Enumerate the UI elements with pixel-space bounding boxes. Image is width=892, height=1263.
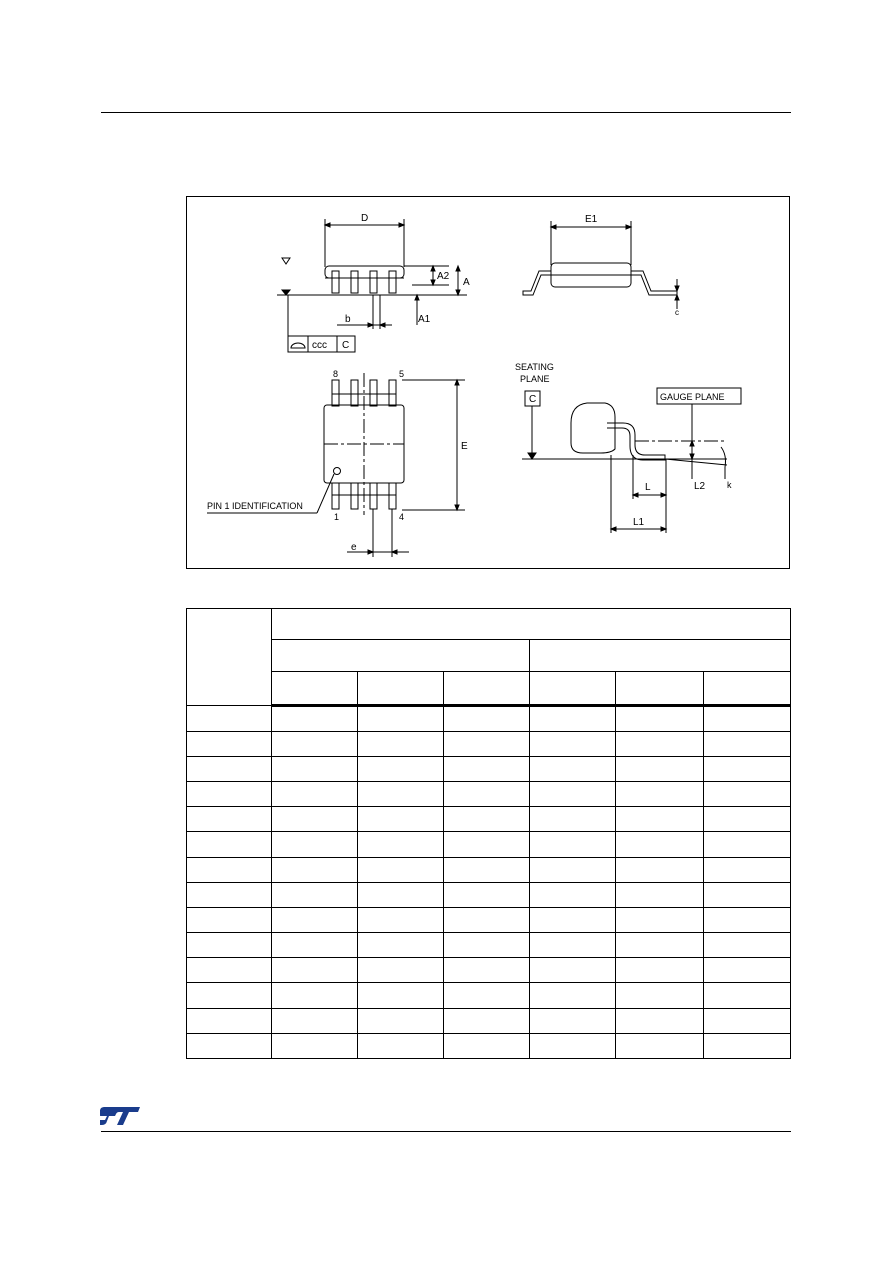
table-row xyxy=(187,882,791,907)
label-pin-5: 5 xyxy=(399,369,405,379)
label-a2: A2 xyxy=(437,271,450,282)
label-a: A xyxy=(463,277,470,288)
label-gauge-plane: GAUGE PLANE xyxy=(660,392,725,402)
label-e-pitch: e xyxy=(351,542,357,553)
table-row xyxy=(187,1033,791,1058)
label-seating-c: C xyxy=(529,394,537,405)
header-dim-cell xyxy=(187,609,272,706)
table-row xyxy=(187,756,791,781)
header-dimensions-cell xyxy=(272,609,791,640)
label-pin-4: 4 xyxy=(399,512,405,522)
table-row xyxy=(187,857,791,882)
table-row xyxy=(187,983,791,1008)
table-row xyxy=(187,705,791,731)
label-l2: L2 xyxy=(694,481,706,492)
header-min-cell xyxy=(530,672,616,705)
st-logo xyxy=(100,1105,142,1127)
label-k: k xyxy=(727,480,732,490)
table-row xyxy=(187,1008,791,1033)
side-view xyxy=(277,213,470,352)
label-pin1-id: PIN 1 IDENTIFICATION xyxy=(207,501,303,511)
label-seating-2: PLANE xyxy=(520,374,550,384)
label-l1: L1 xyxy=(633,517,645,528)
package-outline-figure xyxy=(186,196,790,569)
label-a1: A1 xyxy=(418,314,431,325)
table-row xyxy=(187,731,791,756)
end-view xyxy=(523,214,679,317)
header-rule xyxy=(101,112,791,113)
table-row xyxy=(187,807,791,832)
table-row xyxy=(187,907,791,932)
label-datum-c: C xyxy=(342,340,350,351)
lead-detail xyxy=(515,362,741,533)
label-seating-1: SEATING xyxy=(515,362,554,372)
header-inches-cell xyxy=(530,640,791,672)
table-row xyxy=(187,958,791,983)
header-min-cell xyxy=(272,672,358,705)
label-ccc: ccc xyxy=(312,340,327,351)
label-pin-8: 8 xyxy=(333,369,339,379)
package-outline-drawing xyxy=(187,197,791,570)
table-row xyxy=(187,933,791,958)
label-d: D xyxy=(361,213,369,224)
label-e1: E1 xyxy=(585,214,598,225)
top-view xyxy=(207,369,468,557)
header-max-cell xyxy=(444,672,530,705)
table-row xyxy=(187,782,791,807)
label-pin-1: 1 xyxy=(334,512,340,522)
table-row xyxy=(187,832,791,857)
label-l: L xyxy=(645,482,651,493)
label-b: b xyxy=(345,314,351,325)
label-e-big: E xyxy=(461,441,468,452)
header-mm-cell xyxy=(272,640,530,672)
label-c: c xyxy=(675,308,679,317)
footer-rule xyxy=(101,1131,791,1132)
header-typ-cell xyxy=(616,672,704,705)
header-max-cell xyxy=(704,672,791,705)
dimensions-table xyxy=(186,608,791,1059)
header-typ-cell xyxy=(358,672,444,705)
